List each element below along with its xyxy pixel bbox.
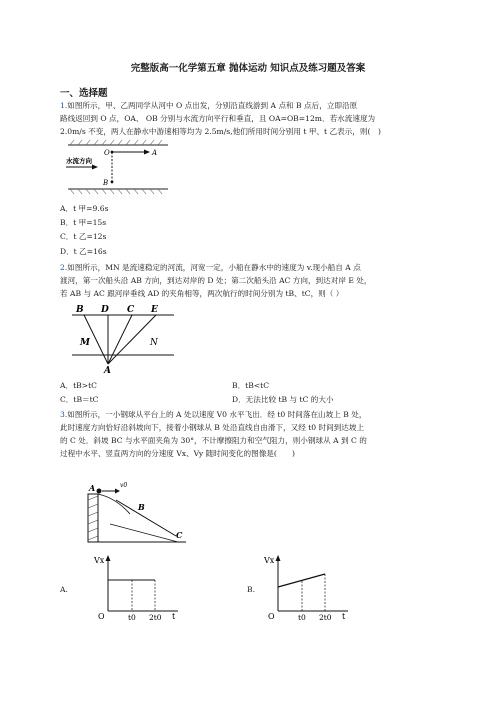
label-b: B <box>103 179 109 187</box>
q1-line3: 2.0m/s 不变，两人在静水中游速相等均为 2.5m/s,他们所用时间分别用 t 甲、t 乙表示，则( ) <box>60 127 381 136</box>
trajectory <box>98 494 130 514</box>
tick-2t0: 2t0 <box>319 613 332 621</box>
steel-ball <box>97 489 102 494</box>
label-a: A <box>89 483 96 493</box>
q1-option-d: D．t 乙=16s <box>60 247 107 256</box>
q2-line2: 渡河，第一次船头沿 AB 方向，到达对岸的 D 处；第二次船头沿 AC 方向，到达对岸 E 处， <box>60 276 372 285</box>
line-ac <box>108 315 132 364</box>
q1-option-b: B．t 甲=15s <box>60 218 107 227</box>
q1-river-figure <box>62 139 172 197</box>
q3-line4: 过程中水平、竖直两方向的分速度 Vx、Vy 随时间变化的图像是( ) <box>60 449 296 458</box>
q2-line3: 若 AB 与 AC 跟河岸垂线 AD 的夹角相等，两次航行的时间分别为 tB、tC，则（ ） <box>60 289 344 298</box>
slope-upper <box>116 500 176 536</box>
q3-number: 3. <box>60 410 68 419</box>
arrow-a-icon <box>144 150 150 155</box>
label-n: N <box>150 338 158 348</box>
flow-arrow-icon <box>92 165 98 170</box>
q2-river-figure <box>70 301 180 373</box>
q1-line2: 路线返回到 O 点，OA、 OB 分别与水流方向平行和垂直，且 OA=OB=12m．若水流速度为 <box>60 114 376 123</box>
axis-origin: O <box>98 612 105 621</box>
axis-vx: Vx <box>94 556 105 565</box>
label-m: M <box>80 338 90 348</box>
q3-option-b-label: B. <box>247 585 255 594</box>
v0-arrow-icon <box>115 489 120 494</box>
label-b: B <box>76 305 84 315</box>
section-heading: 一、选择题 <box>60 88 108 99</box>
q3-line3: 的 C 处．斜坡 BC 与水平面夹角为 30°，不计摩擦阻力和空气阻力，则小钢球从 A 到 C 的 <box>60 436 367 445</box>
tick-t0: t0 <box>128 613 136 621</box>
q2-line1: 2.如图所示，MN 是流速稳定的河流，河宽一定，小船在静水中的速度为 v.现小船自 A 点 <box>60 263 361 272</box>
slope-lower <box>110 524 178 542</box>
y-arrow-icon <box>106 555 111 561</box>
label-v0: v0 <box>120 482 128 489</box>
line-ae <box>108 315 156 364</box>
y-arrow-icon <box>276 555 281 561</box>
label-flow-direction: 水流方向 <box>66 157 92 165</box>
vx-line <box>278 574 325 587</box>
platform <box>88 494 98 542</box>
axis-t: t <box>342 612 346 621</box>
q2-option-b: B．tB<tC <box>232 381 270 390</box>
label-d: D <box>101 305 109 315</box>
bank-hatch-top <box>70 140 162 145</box>
q2-number: 2. <box>60 263 68 272</box>
axis-origin: O <box>268 612 275 621</box>
label-a: A <box>104 366 111 373</box>
label-o: O <box>104 149 110 157</box>
q1-option-a: A．t 甲=9.6s <box>60 204 109 213</box>
q1-line1: 1.如图所示，甲、乙两同学从河中 O 点出发，分别沿直线游到 A 点和 B 点后，立即沿原 <box>60 101 358 110</box>
label-a: A <box>152 149 158 157</box>
q3-slope-figure <box>86 476 196 546</box>
q3-line1: 3.如图所示，一小钢球从平台上的 A 处以速度 V0 水平飞出．经 t0 时间落在山坡上 B 处， <box>60 410 367 419</box>
q3-graph-b <box>262 553 352 621</box>
label-e: E <box>151 305 158 315</box>
q3-option-a-label: A. <box>60 585 68 594</box>
q2-option-a: A．tB>tC <box>60 381 97 390</box>
platform-hatch <box>88 496 98 540</box>
q1-option-c: C．t 乙=12s <box>60 232 107 241</box>
bank-hatch-bottom <box>70 189 162 194</box>
label-b: B <box>138 502 145 512</box>
tick-t0: t0 <box>298 613 306 621</box>
q1-number: 1. <box>60 101 68 110</box>
page-title: 完整版高一化学第五章 抛体运动 知识点及练习题及答案 <box>130 63 366 74</box>
q2-option-d: D．无法比较 tB 与 tC 的大小 <box>232 395 334 404</box>
q2-option-c: C．tB＝tC <box>60 395 99 404</box>
axis-vx: Vx <box>264 556 275 565</box>
point-b <box>111 181 114 184</box>
q3-line2: 此时速度方向恰好沿斜坡向下，接着小钢球从 B 处沿直线自由滑下，又经 t0 时间到达坡上 <box>60 423 365 432</box>
axis-t: t <box>172 612 176 621</box>
label-c: C <box>176 530 183 540</box>
tick-2t0: 2t0 <box>149 613 162 621</box>
label-c: C <box>127 305 135 315</box>
q3-graph-a <box>92 553 182 621</box>
